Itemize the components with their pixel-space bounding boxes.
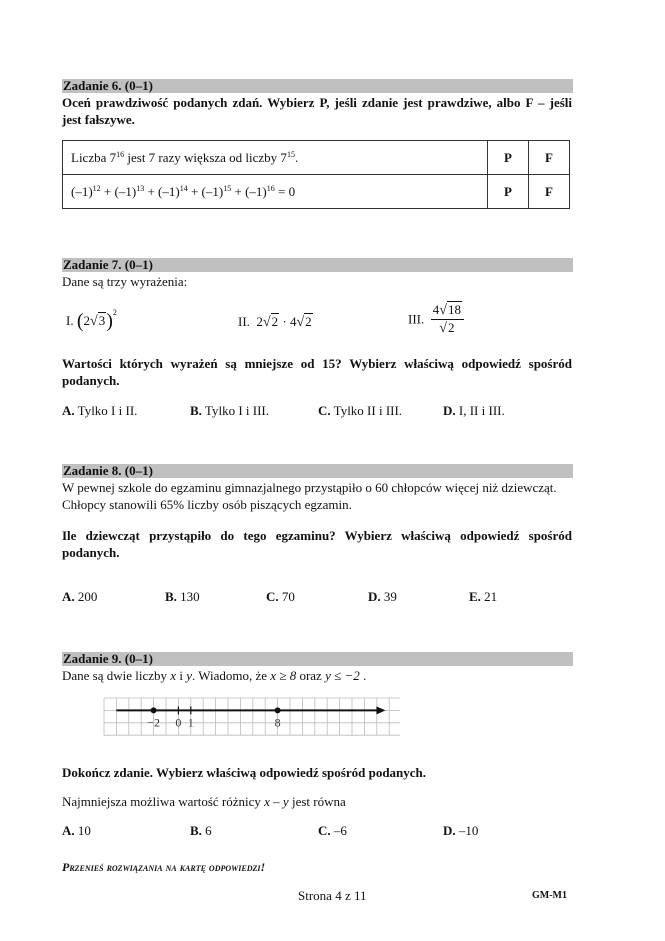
- task9-instruction: Dokończ zdanie. Wybierz właściwą odpowiedź spośród podanych.: [62, 765, 427, 780]
- task8-option-d[interactable]: D. 39: [368, 589, 397, 604]
- task8-option-e[interactable]: E. 21: [469, 589, 498, 604]
- task7-question: Wartości których wyrażeń są mniejsze od 15? Wybierz właściwą odpowiedź spośród: [62, 356, 572, 371]
- transfer-notice: Przenieś rozwiązania na kartę odpowiedzi!: [62, 860, 266, 874]
- task9-option-a[interactable]: A. 10: [62, 823, 91, 838]
- table-row: [63, 141, 570, 175]
- task9-option-b[interactable]: B. 6: [190, 823, 212, 838]
- task8-header: Zadanie 8. (0–1): [62, 464, 573, 478]
- task8-question-line2: podanych.: [62, 545, 120, 560]
- tick-label: 8: [274, 715, 281, 730]
- difference-expression: x – y: [264, 794, 289, 809]
- expression-1: I. $(2√3)^2$: [66, 308, 117, 332]
- task8-option-c[interactable]: C. 70: [266, 589, 295, 604]
- task6-header: Zadanie 6. (0–1): [62, 79, 573, 93]
- point-marker: [151, 707, 157, 713]
- expression-3: III. $\frac{4√18}{√2}$: [408, 302, 464, 337]
- task7-option-a[interactable]: A. Tylko I i II.: [62, 403, 138, 418]
- task9-sentence: Najmniejsza możliwa wartość różnicy x – y jest równa: [62, 794, 346, 809]
- statement-1-p-option[interactable]: P: [488, 141, 529, 175]
- task9-option-c[interactable]: C. –6: [318, 823, 347, 838]
- task6-instruction-text: Oceń prawdziwość podanych zdań. Wybierz P, jeśli zdanie jest prawdziwe, albo F – jeśli: [62, 95, 572, 110]
- statement-2-p-option[interactable]: P: [488, 175, 529, 209]
- task9-header: Zadanie 9. (0–1): [62, 652, 573, 666]
- task8-question: Ile dziewcząt przystąpiło do tego egzaminu? Wybierz właściwą odpowiedź spośród: [62, 528, 572, 543]
- point-marker: [275, 707, 281, 713]
- number-axis: [116, 706, 385, 729]
- tick-label: −2: [147, 715, 160, 730]
- expression-2: II. 2√2 · 4√2: [238, 314, 312, 330]
- task7-question-line2: podanych.: [62, 373, 120, 388]
- task7-option-d[interactable]: D. I, II i III.: [443, 403, 505, 418]
- task9-intro: Dane są dwie liczby x i y. Wiadomo, że x ≥ 8 oraz y ≤ −2 .: [62, 668, 367, 683]
- task7-option-b[interactable]: B. Tylko I i III.: [190, 403, 270, 418]
- task9-option-d[interactable]: D. –10: [443, 823, 479, 838]
- arrow-head-icon: [376, 706, 385, 714]
- true-false-table: [62, 140, 570, 209]
- task8-option-b[interactable]: B. 130: [165, 589, 200, 604]
- task7-option-c[interactable]: C. Tylko II i III.: [318, 403, 403, 418]
- tick-label: 1: [187, 715, 194, 730]
- statement-2: $(-1)^{12} + (-1)^{13} + (-1)^{14} + (-1)^{15} + (-1)^{16} = 0$: [63, 175, 488, 209]
- statement-2-f-option[interactable]: F: [529, 175, 570, 209]
- statement-1: Liczba $7^{16}$ jest 7 razy większa od liczby $7^{15}$.: [63, 141, 488, 175]
- number-line: [100, 697, 400, 739]
- table-row: [63, 175, 570, 209]
- task8-text-line2: Chłopcy stanowili 65% liczby osób piszących egzamin.: [62, 497, 352, 512]
- task7-header: Zadanie 7. (0–1): [62, 258, 573, 272]
- task6-instruction: [62, 94, 572, 111]
- statement-1-f-option[interactable]: F: [529, 141, 570, 175]
- page-number: Strona 4 z 11: [298, 888, 367, 903]
- task6-instruction-line2: jest fałszywe.: [62, 112, 135, 127]
- task7-intro: Dane są trzy wyrażenia:: [62, 274, 188, 289]
- exam-code: GM-M1: [532, 890, 567, 901]
- condition-x: x ≥ 8: [270, 668, 297, 683]
- condition-y: y ≤ −2: [325, 668, 360, 683]
- tick-label: 0: [175, 715, 182, 730]
- task8-option-a[interactable]: A. 200: [62, 589, 98, 604]
- task8-text-line1: W pewnej szkole do egzaminu gimnazjalnego przystąpiło o 60 chłopców więcej niż dziewcząt.: [62, 480, 557, 495]
